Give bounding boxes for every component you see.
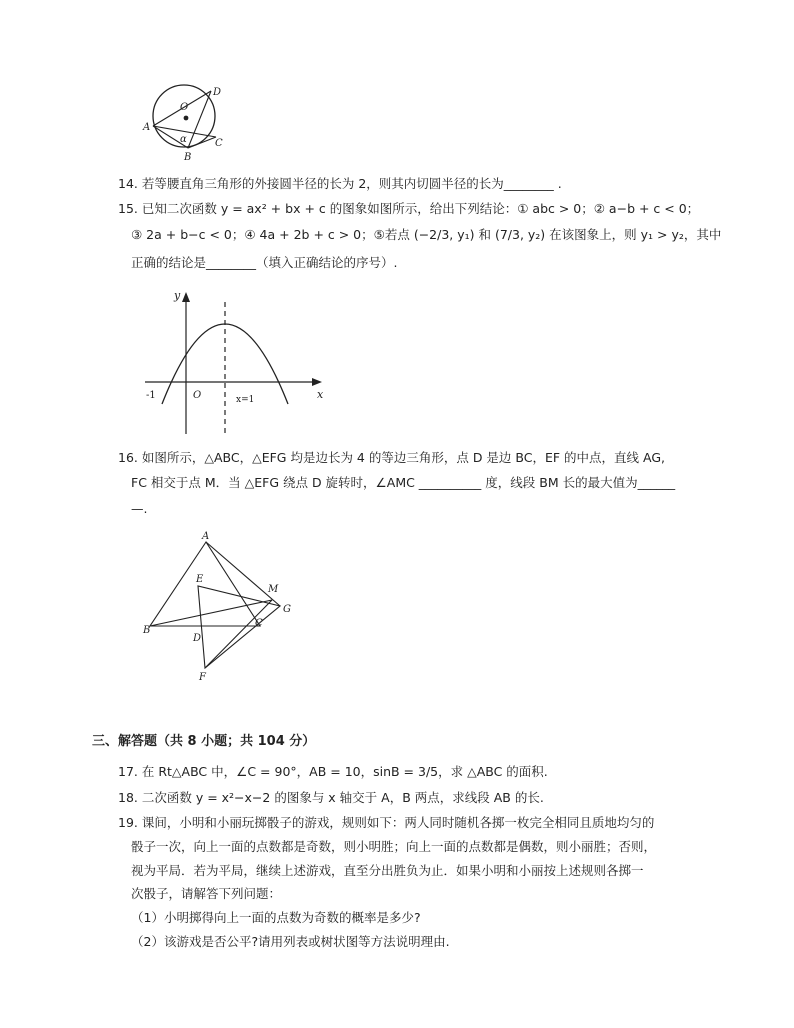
label-e: E xyxy=(196,574,204,585)
y-label: y xyxy=(174,289,181,302)
question-19-line3: 视为平局．若为平局，继续上述游戏，直至分出胜负为止．如果小明和小丽按上述规则各掷一 xyxy=(131,863,644,878)
question-15-line3: 正确的结论是________（填入正确结论的序号）. xyxy=(131,255,398,270)
question-19-line1: 19. 课间，小明和小丽玩掷骰子的游戏，规则如下：两人同时随机各掷一枚完全相同且质地均匀的 xyxy=(118,815,655,830)
label-b: B xyxy=(143,625,151,636)
question-16-line2: FC 相交于点 M．当 △EFG 绕点 D 旋转时，∠AMC __________ 度，线段 BM 长的最大值为______ xyxy=(131,475,676,490)
label-c: C xyxy=(255,618,263,629)
label-b: B xyxy=(184,152,192,163)
center-dot xyxy=(184,116,189,121)
symmetry-label: x=1 xyxy=(236,395,255,405)
question-16-line1: 16. 如图所示，△ABC，△EFG 均是边长为 4 的等边三角形，点 D 是边 BC，EF 的中点，直线 AG, xyxy=(118,450,666,465)
label-o: O xyxy=(180,102,189,113)
question-19-sub1: （1）小明掷得向上一面的点数为奇数的概率是多少? xyxy=(131,910,421,925)
line-ag xyxy=(206,542,280,606)
question-15-line1: 15. 已知二次函数 y = ax² + bx + c 的图象如图所示，给出下列结论：① abc > 0；② a−b + c < 0； xyxy=(118,201,700,216)
label-m: M xyxy=(268,584,279,595)
question-19-line2: 骰子一次，向上一面的点数都是奇数，则小明胜；向上一面的点数都是偶数，则小丽胜；否则， xyxy=(131,839,657,854)
label-a: A xyxy=(143,122,151,133)
parabola-graph xyxy=(140,286,330,438)
label-f: F xyxy=(199,672,206,683)
line-fm xyxy=(205,600,272,668)
label-a: A xyxy=(202,531,210,542)
x-label: x xyxy=(317,388,324,401)
section-title: 三、解答题（共 8 小题；共 104 分） xyxy=(92,734,316,749)
question-14: 14. 若等腰直角三角形的外接圆半径的长为 2，则其内切圆半径的长为________ . xyxy=(118,176,562,191)
label-g: G xyxy=(283,604,291,615)
circle-figure xyxy=(138,80,228,166)
triangle-abc xyxy=(150,542,260,626)
question-15-line2: ③ 2a + b−c < 0；④ 4a + 2b + c > 0；⑤若点 (−2/3, y₁) 和 (7/3, y₂) 在该图象上，则 y₁ > y₂，其中 xyxy=(131,227,722,242)
question-18: 18. 二次函数 y = x²−x−2 的图象与 x 轴交于 A，B 两点，求线段 AB 的长. xyxy=(118,790,544,805)
triangle-efg xyxy=(198,586,280,668)
question-19-line4: 次骰子，请解答下列问题： xyxy=(131,886,282,901)
origin-label: O xyxy=(193,390,202,401)
label-alpha: α xyxy=(180,134,187,145)
label-c: C xyxy=(215,138,223,149)
question-19-sub2: （2）该游戏是否公平?请用列表或树状图等方法说明理由. xyxy=(131,934,450,949)
segment-bm xyxy=(150,600,272,626)
neg-one-label: -1 xyxy=(146,390,156,401)
triangles-figure xyxy=(140,528,300,684)
question-17: 17. 在 Rt△ABC 中，∠C = 90°，AB = 10，sinB = 3/5，求 △ABC 的面积. xyxy=(118,764,548,779)
label-d: D xyxy=(213,87,222,98)
question-16-line3: —. xyxy=(131,501,148,516)
label-d: D xyxy=(193,633,202,644)
